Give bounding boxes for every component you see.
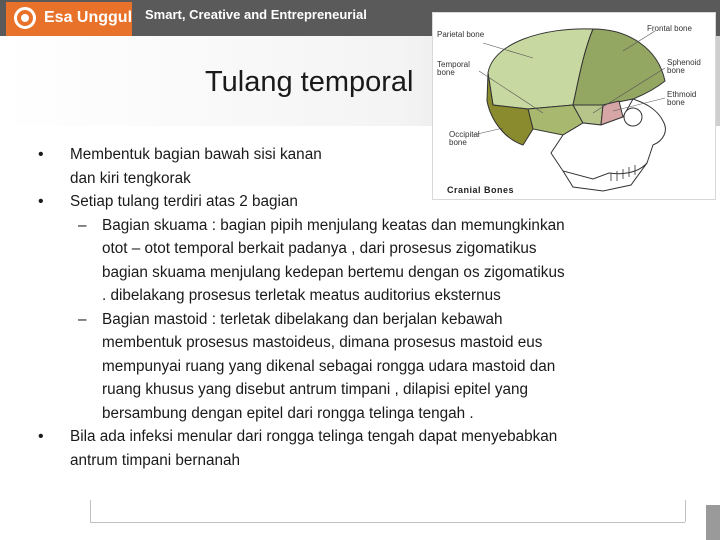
text-line: antrum timpani bernanah [70, 451, 241, 469]
text-line: • Membentuk bagian bawah sisi kanan [70, 146, 322, 163]
bullet-item [38, 143, 668, 190]
text-line: Bagian skuama : bagian pipih menjulang keatas dan memungkinkan [102, 216, 565, 234]
figure-caption: Cranial Bones [447, 185, 515, 195]
bullet-item [38, 190, 668, 214]
dash-marker: – [78, 216, 87, 234]
text-line: • Setiap tulang terdiri atas 2 bagian [70, 193, 298, 210]
footer-divider-left [90, 500, 91, 522]
logo-mark-icon [14, 7, 36, 29]
corner-accent [706, 505, 720, 540]
brand-tagline: Smart, Creative and Entrepreneurial [145, 7, 367, 22]
text-line: bersambung dengan epitel dari rongga telinga tengah . [102, 404, 474, 422]
text-line: Bagian mastoid : terletak dibelakang dan berjalan kebawah [102, 310, 503, 328]
label-occipital: Occipital bone [449, 130, 480, 147]
text-line: bagian skuama menjulang kedepan bertemu dengan os zigomatikus [102, 263, 565, 281]
text-line: membentuk prosesus mastoideus, dimana prosesus mastoid eus [102, 334, 543, 351]
slide-body [38, 143, 668, 472]
eye-socket [624, 108, 642, 126]
text-line: . dibelakang prosesus terletak meatus auditorius eksternus [102, 287, 501, 304]
text-line: mempunyai ruang yang dikenal sebagai rongga udara mastoid dan [102, 357, 556, 375]
brand-logo [6, 2, 132, 36]
text-line: otot – otot temporal berkait padanya , dari prosesus zigomatikus [102, 240, 537, 257]
text-line: ruang khusus yang disebut antrum timpani , dilapisi epitel yang [102, 381, 529, 398]
dash-marker: – [78, 310, 87, 328]
footer-divider [90, 522, 685, 523]
sub-bullet-item [38, 308, 668, 426]
label-temporal: Temporal bone [437, 60, 470, 77]
label-frontal: Frontal bone [647, 24, 692, 33]
brand-name: Esa Unggul [44, 9, 133, 26]
bullet-item [38, 425, 668, 472]
sub-bullet-item [38, 214, 668, 308]
slide-title: Tulang temporal [205, 66, 414, 98]
label-ethmoid: Ethmoid bone [667, 90, 697, 107]
label-sphenoid: Sphenoid bone [667, 58, 701, 75]
text-line: • Bila ada infeksi menular dari rongga telinga tengah dapat menyebabkan [70, 428, 558, 445]
footer-divider-right [685, 500, 686, 522]
text-line: dan kiri tengkorak [70, 169, 191, 187]
label-parietal: Parietal bone [437, 30, 485, 39]
